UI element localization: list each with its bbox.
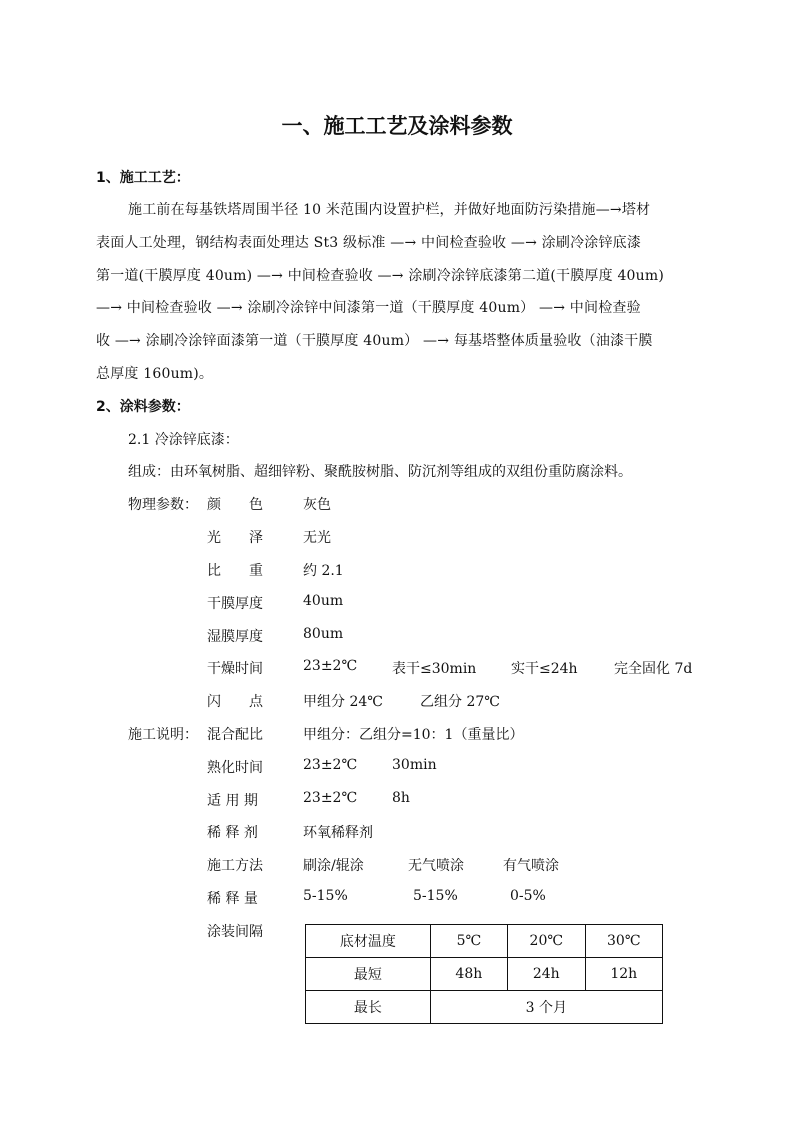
table-row — [306, 925, 663, 958]
table-cell: 30℃ — [585, 925, 662, 958]
param-value: 23±2℃ — [303, 658, 358, 674]
interval-label: 涂装间隔 — [207, 924, 263, 940]
param-value: 23±2℃ — [303, 757, 358, 773]
paragraph-line: 总厚度 160um)。 — [96, 366, 214, 382]
param-value: 80um — [303, 626, 344, 642]
table-cell: 3 个月 — [430, 991, 662, 1024]
param-value: 有气喷涂 — [503, 858, 559, 874]
param-value: 8h — [392, 790, 410, 806]
composition-text: 组成：由环氧树脂、超细锌粉、聚酰胺树脂、防沉剂等组成的双组份重防腐涂料。 — [128, 464, 632, 480]
param-value: 完全固化 7d — [614, 661, 693, 677]
table-cell: 12h — [585, 958, 662, 991]
construction-notes-label: 施工说明： — [128, 727, 198, 743]
param-value: 无气喷涂 — [408, 858, 464, 874]
paragraph-line: 施工前在每基铁塔周围半径 10 米范围内设置护栏，并做好地面防污染措施—→塔材 — [128, 202, 651, 218]
paragraph-line: 表面人工处理，钢结构表面处理达 St3 级标准 —→ 中间检查验收 —→ 涂刷冷涂锌底漆 — [96, 235, 642, 251]
param-value: 环氧稀释剂 — [303, 825, 373, 841]
table-cell: 24h — [508, 958, 585, 991]
param-value: 乙组分 27℃ — [420, 694, 500, 710]
param-name: 干燥时间 — [207, 661, 263, 677]
param-name: 湿膜厚度 — [207, 629, 263, 645]
table-cell: 最长 — [306, 991, 431, 1024]
table-row — [306, 958, 663, 991]
param-name: 干膜厚度 — [207, 596, 263, 612]
param-value: 5-15% — [413, 888, 458, 904]
param-value: 刷涂/辊涂 — [303, 858, 364, 874]
param-value: 30min — [392, 757, 437, 773]
param-value: 灰色 — [303, 497, 331, 513]
physical-params-label: 物理参数： — [128, 497, 198, 513]
param-value: 5-15% — [303, 888, 348, 904]
param-value: 甲组分：乙组分=10：1（重量比） — [303, 727, 524, 743]
table-cell: 48h — [430, 958, 507, 991]
paragraph-line: —→ 中间检查验收 —→ 涂刷冷涂锌中间漆第一道（干膜厚度 40um） —→ 中间检查验 — [96, 300, 641, 316]
param-name: 光 泽 — [207, 530, 263, 546]
param-name: 施工方法 — [207, 858, 263, 874]
param-value: 40um — [303, 593, 344, 609]
section2-heading: 2、涂料参数： — [96, 399, 190, 415]
param-name: 熟化时间 — [207, 760, 263, 776]
param-name: 适 用 期 — [207, 793, 258, 809]
param-value: 实干≤24h — [511, 661, 578, 677]
param-value: 表干≤30min — [392, 661, 477, 677]
param-value: 23±2℃ — [303, 790, 358, 806]
table-row — [306, 991, 663, 1024]
param-name: 颜 色 — [207, 497, 263, 513]
param-value: 约 2.1 — [303, 563, 344, 579]
coating-subheading: 2.1 冷涂锌底漆： — [128, 432, 239, 448]
param-name: 闪 点 — [207, 694, 263, 710]
paragraph-line: 收 —→ 涂刷冷涂锌面漆第一道（干膜厚度 40um） —→ 每基塔整体质量验收（油漆干膜 — [96, 333, 653, 349]
page-title: 一、施工工艺及涂料参数 — [281, 114, 513, 138]
table-cell: 最短 — [306, 958, 431, 991]
paragraph-line: 第一道(干膜厚度 40um) —→ 中间检查验收 —→ 涂刷冷涂锌底漆第二道(干膜厚度 40um) — [96, 268, 665, 284]
param-name: 混合配比 — [207, 727, 263, 743]
table-cell: 20℃ — [508, 925, 585, 958]
param-name: 稀 释 量 — [207, 891, 258, 907]
param-name: 比 重 — [207, 563, 263, 579]
section1-heading: 1、施工工艺： — [96, 170, 190, 186]
param-value: 甲组分 24℃ — [303, 694, 383, 710]
param-value: 0-5% — [510, 888, 546, 904]
param-value: 无光 — [303, 530, 331, 546]
table-cell: 底材温度 — [306, 925, 431, 958]
table-cell: 5℃ — [430, 925, 507, 958]
param-name: 稀 释 剂 — [207, 825, 258, 841]
recoat-interval-table — [305, 924, 663, 1024]
